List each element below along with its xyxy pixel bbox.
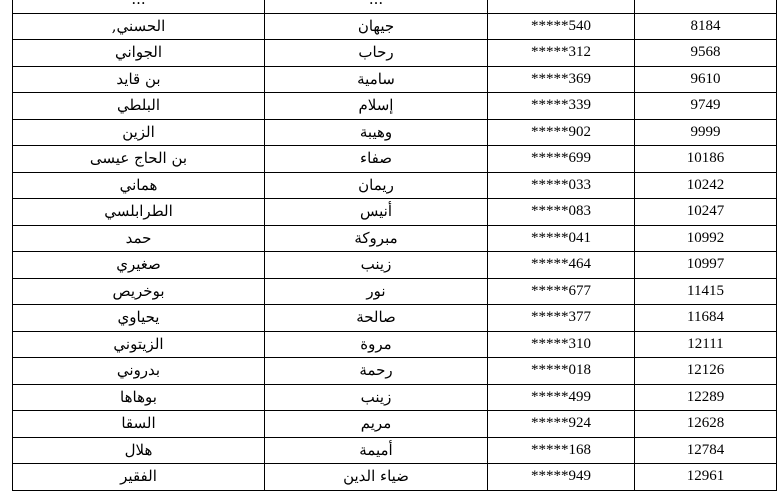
given-name-cell: صفاء (265, 146, 488, 173)
given-name-cell: رحاب (265, 40, 488, 67)
surname-cell: بوهاها (13, 384, 265, 411)
registration-number-cell: 8184 (635, 13, 777, 40)
registration-number-cell: 9610 (635, 66, 777, 93)
surname-cell: الطرابلسي (13, 199, 265, 226)
table-row (13, 358, 777, 385)
surname-cell: الزيتوني (13, 331, 265, 358)
table-row (13, 66, 777, 93)
table-row (13, 464, 777, 491)
id-card-number-cell: *****540 (488, 13, 635, 40)
table-row (13, 331, 777, 358)
registration-number-cell: 12961 (635, 464, 777, 491)
surname-cell: بن الحاج عيسى (13, 146, 265, 173)
given-name-cell: وهيبة (265, 119, 488, 146)
given-name-cell: أميمة (265, 437, 488, 464)
id-card-number-cell: *****499 (488, 384, 635, 411)
given-name-cell: مبروكة (265, 225, 488, 252)
table-row (13, 40, 777, 67)
id-card-number-cell: *****369 (488, 66, 635, 93)
registration-number-cell (635, 0, 777, 13)
surname-cell: بن قايد (13, 66, 265, 93)
candidates-table-body (13, 0, 777, 490)
id-card-number-cell: *****310 (488, 331, 635, 358)
given-name-cell: زينب (265, 252, 488, 279)
id-card-number-cell: *****949 (488, 464, 635, 491)
surname-cell: الزين (13, 119, 265, 146)
table-row (13, 172, 777, 199)
registration-number-cell: 10997 (635, 252, 777, 279)
id-card-number-cell: *****902 (488, 119, 635, 146)
id-card-number-cell: *****677 (488, 278, 635, 305)
table-row (13, 146, 777, 173)
table-row (13, 384, 777, 411)
registration-number-cell: 10992 (635, 225, 777, 252)
surname-cell: البلطي (13, 93, 265, 120)
surname-cell: الحسني, (13, 13, 265, 40)
given-name-cell: ضياء الدين (265, 464, 488, 491)
registration-number-cell: 10242 (635, 172, 777, 199)
given-name-cell: سامية (265, 66, 488, 93)
surname-cell: الجواني (13, 40, 265, 67)
surname-cell: حمد (13, 225, 265, 252)
table-row (13, 93, 777, 120)
given-name-cell: زينب (265, 384, 488, 411)
registration-number-cell: 10186 (635, 146, 777, 173)
surname-cell (13, 0, 265, 13)
table-row (13, 13, 777, 40)
table-row (13, 225, 777, 252)
registration-number-cell: 12628 (635, 411, 777, 438)
id-card-number-cell: *****699 (488, 146, 635, 173)
registration-number-cell: 9568 (635, 40, 777, 67)
surname-cell: السقا (13, 411, 265, 438)
registration-number-cell: 12111 (635, 331, 777, 358)
surname-cell: بوخريص (13, 278, 265, 305)
registration-number-cell: 12126 (635, 358, 777, 385)
id-card-number-cell: *****168 (488, 437, 635, 464)
registration-number-cell: 12289 (635, 384, 777, 411)
table-row (13, 305, 777, 332)
table-row (13, 252, 777, 279)
given-name-cell: ريمان (265, 172, 488, 199)
surname-cell: الفقير (13, 464, 265, 491)
id-card-number-cell: *****041 (488, 225, 635, 252)
id-card-number-cell: *****312 (488, 40, 635, 67)
surname-cell: صغيري (13, 252, 265, 279)
id-card-number-cell (488, 0, 635, 13)
given-name-cell: مريم (265, 411, 488, 438)
surname-cell: هماني (13, 172, 265, 199)
surname-cell: بدروني (13, 358, 265, 385)
table-row (13, 411, 777, 438)
table-row (13, 119, 777, 146)
given-name-cell: رحمة (265, 358, 488, 385)
registration-number-cell: 9999 (635, 119, 777, 146)
id-card-number-cell: *****377 (488, 305, 635, 332)
registration-number-cell: 9749 (635, 93, 777, 120)
registration-number-cell: 11684 (635, 305, 777, 332)
document-page (12, 0, 772, 491)
given-name-cell (265, 0, 488, 13)
given-name-cell: مروة (265, 331, 488, 358)
id-card-number-cell: *****018 (488, 358, 635, 385)
id-card-number-cell: *****083 (488, 199, 635, 226)
table-row (13, 278, 777, 305)
registration-number-cell: 11415 (635, 278, 777, 305)
given-name-cell: أنيس (265, 199, 488, 226)
table-row (13, 437, 777, 464)
given-name-cell: إسلام (265, 93, 488, 120)
registration-number-cell: 10247 (635, 199, 777, 226)
registration-number-cell: 12784 (635, 437, 777, 464)
candidates-table (12, 0, 777, 491)
id-card-number-cell: *****033 (488, 172, 635, 199)
id-card-number-cell: *****464 (488, 252, 635, 279)
table-row (13, 0, 777, 13)
id-card-number-cell: *****924 (488, 411, 635, 438)
given-name-cell: نور (265, 278, 488, 305)
id-card-number-cell: *****339 (488, 93, 635, 120)
given-name-cell: جيهان (265, 13, 488, 40)
surname-cell: هلال (13, 437, 265, 464)
table-row (13, 199, 777, 226)
surname-cell: يحياوي (13, 305, 265, 332)
given-name-cell: صالحة (265, 305, 488, 332)
